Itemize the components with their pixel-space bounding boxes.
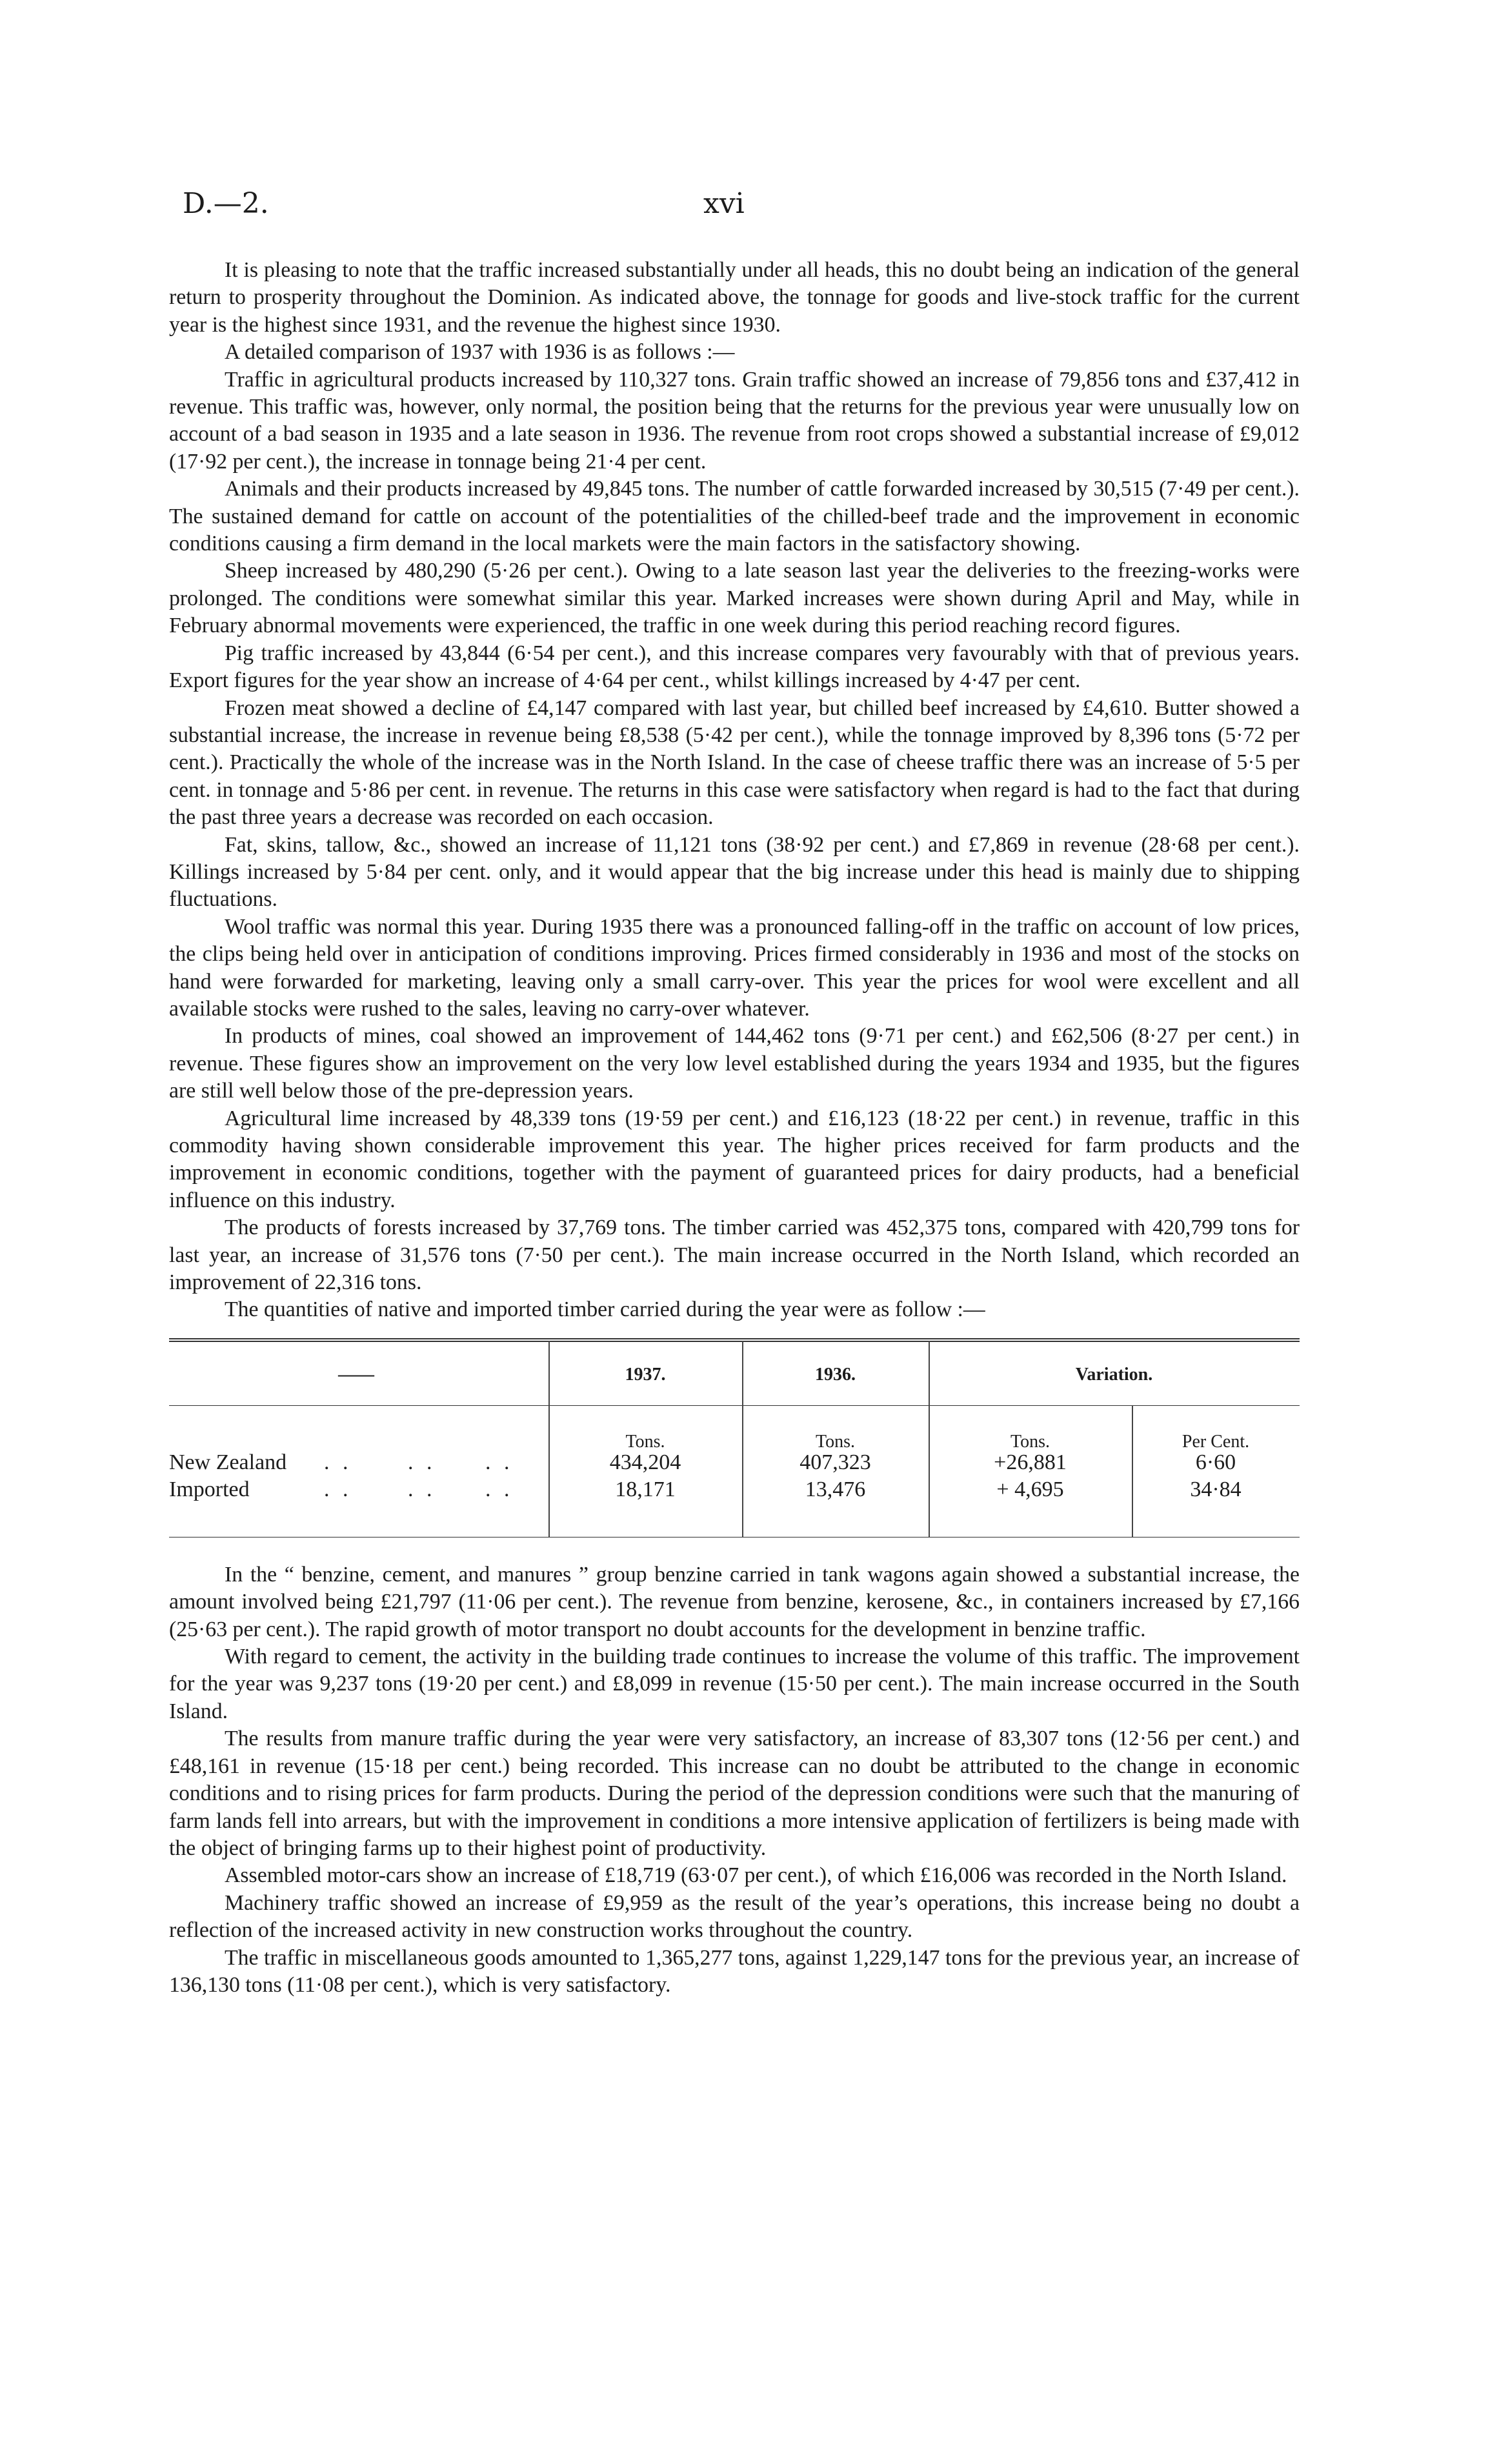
leader-dots: . . xyxy=(324,1477,352,1501)
page-reference: D.—2. xyxy=(183,187,269,220)
leader-dots: . . xyxy=(485,1450,514,1474)
paragraph: Assembled motor-cars show an increase of £18,719 (63·07 per cent.), of which £16,006 was recorded in the North Island. xyxy=(225,1863,1287,1888)
paragraph: Sheep increased by 480,290 (5·26 per cent.). Owing to a late season last year the deliveries to the freezing-works were prolonged. The conditions were somewhat similar this year. Marked increases were shown during April and May, while in February abnormal movements were experienced, the traffic in one week during this period reaching record figures. xyxy=(169,559,1300,638)
header-1936: 1936. xyxy=(815,1364,856,1385)
value-1937: 434,204 xyxy=(609,1450,681,1474)
leader-dots: . . xyxy=(408,1477,436,1501)
table-header-rule xyxy=(169,1405,1300,1406)
variation-tons: +26,881 xyxy=(994,1450,1067,1474)
table-top-rule xyxy=(169,1341,1300,1342)
leader-dots: . . xyxy=(408,1450,436,1474)
row-label-imported: Imported xyxy=(169,1477,250,1501)
paragraph: The quantities of native and imported timber carried during the year were as follow :— xyxy=(225,1297,985,1322)
paragraph: In the “ benzine, cement, and manures ” group benzine carried in tank wagons again showed a substantial increase, the amount involved being £21,797 (11·06 per cent.). The revenue from benzine, kerosene, &c., in containers increased by £7,166 (25·63 per cent.). The rapid growth of motor transport no doubt accounts for the development in benzine traffic. xyxy=(169,1562,1300,1641)
paragraph: Frozen meat showed a decline of £4,147 compared with last year, but chilled beef increased by £4,610. Butter showed a substantial increase, the increase in revenue being £8,538 (5·42 per cent.), while the tonnage improved by 8,396 tons (5·72 per cent.). Practically the whole of the increase was in the North Island. In the case of cheese traffic there was an increase of 5·5 per cent. in tonnage and 5·86 per cent. in revenue. The returns in this case were satisfactory when regard is had to the fact that during the past three years a decrease was recorded on each occasion. xyxy=(169,696,1300,830)
body-text xyxy=(169,257,1300,1999)
paragraph: Fat, skins, tallow, &c., showed an increase of 11,121 tons (38·92 per cent.) and £7,869 in revenue (28·68 per cent.). Killings increased by 5·84 per cent. only, and it would appear that the big increase under this head is mainly due to shipping fluctuations. xyxy=(169,832,1300,912)
paragraph: The results from manure traffic during the year were very satisfactory, an increase of 83,307 tons (12·56 per cent.) and £48,161 in revenue (15·18 per cent.) being recorded. This increase can no doubt be attributed to the change in economic conditions and to rising prices for farm products. During the period of the depression conditions were such that the manuring of farm lands fell into arrears, but with the improvement in conditions a more intensive application of fertilizers is being made with the object of bringing farms up to their highest point of productivity. xyxy=(169,1727,1300,1860)
unit-tons: Tons. xyxy=(815,1431,856,1452)
variation-percent: 6·60 xyxy=(1195,1450,1236,1474)
paragraph: The products of forests increased by 37,769 tons. The timber carried was 452,375 tons, compared with 420,799 tons for last year, an increase of 31,576 tons (7·50 per cent.). The main increase occurred in the North Island, which recorded an improvement of 22,316 tons. xyxy=(169,1216,1300,1295)
paragraph: Pig traffic increased by 43,844 (6·54 per cent.), and this increase compares very favourably with that of previous years. Export figures for the year show an increase of 4·64 per cent., whilst killings increased by 4·47 per cent. xyxy=(169,641,1300,693)
paragraph: With regard to cement, the activity in the building trade continues to increase the volume of this traffic. The improvement for the year was 9,237 tons (19·20 per cent.) and £8,099 in revenue (15·50 per cent.). The main increase occurred in the South Island. xyxy=(169,1645,1300,1723)
paragraph: The traffic in miscellaneous goods amounted to 1,365,277 tons, against 1,229,147 tons for the previous year, an increase of 136,130 tons (11·08 per cent.), which is very satisfactory. xyxy=(169,1945,1300,1997)
unit-tons: Tons. xyxy=(1010,1431,1051,1452)
paragraph: Agricultural lime increased by 48,339 tons (19·59 per cent.) and £16,123 (18·22 per cent.) in revenue, traffic in this commodity having shown considerable improvement this year. The higher prices received for farm products and the improvement in economic conditions, together with the payment of guaranteed prices for dairy products, had a beneficial influence on this industry. xyxy=(169,1106,1300,1212)
paragraph: A detailed comparison of 1937 with 1936 is as follows :— xyxy=(225,340,735,365)
row-label-new-zealand: New Zealand xyxy=(169,1450,287,1474)
value-1936: 13,476 xyxy=(805,1477,866,1501)
page-number: xvi xyxy=(703,187,745,220)
timber-table xyxy=(169,1338,1300,1545)
variation-percent: 34·84 xyxy=(1190,1477,1242,1501)
paragraph: Wool traffic was normal this year. During 1935 there was a pronounced falling-off in the traffic on account of low prices, the clips being held over in anticipation of conditions improving. Prices firmed considerably in 1936 and most of the stocks on hand were forwarded for marketing, leaving only a small carry-over. This year the prices for wool were excellent and all available stocks were rushed to the sales, leaving no carry-over whatever. xyxy=(169,914,1300,1021)
variation-tons: + 4,695 xyxy=(996,1477,1064,1501)
leader-dots: . . xyxy=(485,1477,514,1501)
header-1937: 1937. xyxy=(625,1364,666,1385)
leader-dots: . . xyxy=(324,1450,352,1474)
table-top-rule xyxy=(169,1338,1300,1339)
paragraph: Traffic in agricultural products increased by 110,327 tons. Grain traffic showed an increase of 79,856 tons and £37,412 in revenue. This traffic was, however, only normal, the position being that the returns for the previous year were unusually low on account of a bad season in 1935 and a late season in 1936. The revenue from root crops showed a substantial increase of £9,012 (17·92 per cent.), the increase in tonnage being 21·4 per cent. xyxy=(169,367,1300,474)
value-1936: 407,323 xyxy=(799,1450,871,1474)
unit-tons: Tons. xyxy=(625,1431,665,1452)
unit-percent: Per Cent. xyxy=(1181,1431,1250,1452)
paragraph: In products of mines, coal showed an improvement of 144,462 tons (9·71 per cent.) and £62,506 (8·27 per cent.) in revenue. These figures show an improvement on the very low level established during the years 1934 and 1935, but the figures are still well below those of the pre-depression years. xyxy=(169,1024,1300,1103)
header-dash: —— xyxy=(338,1364,374,1385)
paragraph: Animals and their products increased by 49,845 tons. The number of cattle forwarded increased by 30,515 (7·49 per cent.). The sustained demand for cattle on account of the potentialities of the chilled-beef trade and the improvement in economic conditions causing a firm demand in the local markets were the main factors in the satisfactory showing. xyxy=(169,477,1300,556)
value-1937: 18,171 xyxy=(615,1477,676,1501)
paragraph: Machinery traffic showed an increase of £9,959 as the result of the year’s operations, this increase being no doubt a reflection of the increased activity in new construction works throughout the country. xyxy=(169,1890,1300,1943)
paragraph: It is pleasing to note that the traffic increased substantially under all heads, this no doubt being an indication of the general return to prosperity throughout the Dominion. As indicated above, the tonnage for goods and live-stock traffic for the current year is the highest since 1931, and the revenue the highest since 1930. xyxy=(169,258,1300,337)
header-variation: Variation. xyxy=(1075,1364,1153,1385)
